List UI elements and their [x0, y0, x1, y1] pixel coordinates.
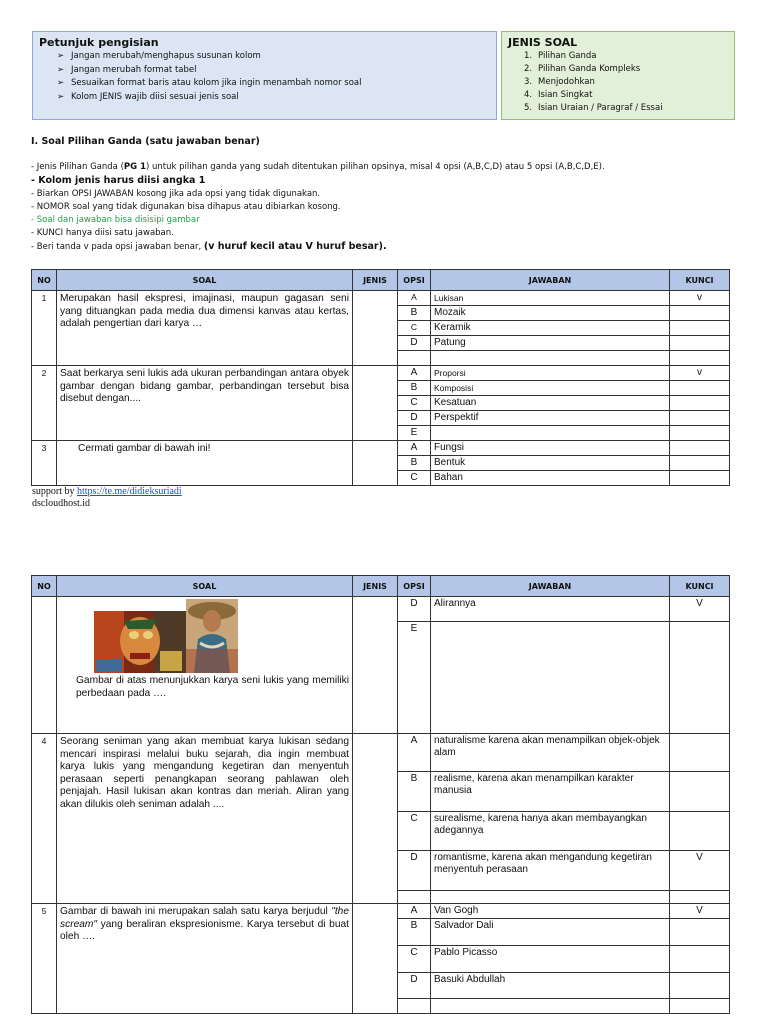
answer-key[interactable]	[670, 441, 730, 456]
col-header-jawaban: JAWABAN	[431, 576, 670, 597]
jenis-cell[interactable]	[353, 904, 398, 1014]
answer-key[interactable]	[670, 396, 730, 411]
answer-key[interactable]	[670, 336, 730, 351]
answer-text[interactable]: Lukisan	[431, 291, 670, 306]
jenis-soal-item: 1. Pilihan Ganda	[524, 51, 597, 61]
question-number: 5	[32, 904, 57, 1014]
table-row	[32, 291, 730, 306]
instructions-notes	[31, 135, 741, 255]
answer-text[interactable]	[431, 426, 670, 441]
note-line: - KUNCI hanya diisi satu jawaban.	[31, 228, 174, 239]
question-text: Merupakan hasil ekspresi, imajinasi, maupun gagasan seni yang dituangkan pada media dua dimensi kanvas atau kertas, adalah pengertian dari karya …	[57, 291, 353, 366]
option-letter	[398, 891, 431, 904]
answer-text[interactable]: Komposisi	[431, 381, 670, 396]
option-letter: C	[398, 396, 431, 411]
col-header-soal: SOAL	[57, 576, 353, 597]
table-row	[32, 734, 730, 772]
petunjuk-title: Petunjuk pengisian	[39, 36, 159, 49]
answer-key[interactable]	[670, 973, 730, 999]
arrow-icon: ➢	[57, 78, 65, 88]
petunjuk-item: ➢ Jangan merubah/menghapus susunan kolom	[57, 50, 361, 64]
question-text: Saat berkarya seni lukis ada ukuran perbandingan antara obyek gambar dengan bidang gambar, perbandingan tersebut bisa disebut dengan....	[57, 366, 353, 441]
answer-text[interactable]	[431, 622, 670, 734]
answer-key[interactable]	[670, 919, 730, 946]
answer-key[interactable]	[670, 411, 730, 426]
answer-key[interactable]	[670, 321, 730, 336]
answer-key[interactable]	[670, 306, 730, 321]
jenis-soal-item: 2. Pilihan Ganda Kompleks	[524, 64, 641, 74]
answer-key[interactable]	[670, 622, 730, 734]
question-text-5-cont: Gambar di atas menunjukkan karya seni lukis yang memiliki perbedaan pada ….	[76, 675, 349, 699]
support-link[interactable]: https://te.me/didieksuriadi	[77, 486, 182, 497]
option-letter: A	[398, 291, 431, 306]
col-header-jenis: JENIS	[353, 270, 398, 291]
answer-text[interactable]	[431, 999, 670, 1014]
petunjuk-box	[32, 31, 497, 120]
option-letter	[398, 351, 431, 366]
expressionist-painting-image	[94, 611, 186, 673]
answer-key[interactable]	[670, 999, 730, 1014]
col-header-no: NO	[32, 270, 57, 291]
question-number: 2	[32, 366, 57, 441]
answer-text[interactable]: Salvador Dali	[431, 919, 670, 946]
option-letter: D	[398, 851, 431, 891]
option-letter: C	[398, 946, 431, 973]
answer-text[interactable]: Patung	[431, 336, 670, 351]
answer-text[interactable]: Perspektif	[431, 411, 670, 426]
petunjuk-item: ➢ Jangan merubah format tabel	[57, 64, 361, 78]
answer-key[interactable]	[670, 772, 730, 812]
jenis-soal-box	[501, 31, 735, 120]
jenis-soal-list	[524, 50, 663, 115]
question-text	[57, 597, 353, 734]
answer-text[interactable]	[431, 351, 670, 366]
option-letter: B	[398, 919, 431, 946]
jenis-cell[interactable]	[353, 366, 398, 441]
answer-text[interactable]: realisme, karena akan menampilkan karakter manusia	[431, 772, 670, 812]
answer-key[interactable]	[670, 812, 730, 851]
question-text: Gambar di bawah ini merupakan salah satu karya berjudul "the scream" yang beraliran ekspresionisme. Karya tersebut di buat oleh ….	[57, 904, 353, 1014]
answer-key[interactable]	[670, 381, 730, 396]
col-header-no: NO	[32, 576, 57, 597]
answer-text[interactable]: Pablo Picasso	[431, 946, 670, 973]
answer-text[interactable]: Fungsi	[431, 441, 670, 456]
answer-key[interactable]: V	[670, 904, 730, 919]
answer-text[interactable]: Proporsi	[431, 366, 670, 381]
question-number	[32, 597, 57, 734]
answer-key[interactable]	[670, 891, 730, 904]
table-row	[32, 441, 730, 456]
answer-text[interactable]: Keramik	[431, 321, 670, 336]
option-letter: D	[398, 973, 431, 999]
support-credit: support by https://te.me/didieksuriadi dscloudhost.id	[32, 486, 182, 509]
petunjuk-item: ➢ Sesuaikan format baris atau kolom jika ingin menambah nomor soal	[57, 77, 361, 91]
section-title: I. Soal Pilihan Ganda (satu jawaban benar)	[31, 136, 260, 147]
jenis-cell[interactable]	[353, 734, 398, 904]
option-letter: B	[398, 381, 431, 396]
option-letter: A	[398, 441, 431, 456]
option-letter: D	[398, 336, 431, 351]
answer-key[interactable]	[670, 456, 730, 471]
option-letter	[398, 999, 431, 1014]
petunjuk-list	[57, 50, 361, 104]
question-number: 3	[32, 441, 57, 486]
option-letter: A	[398, 366, 431, 381]
table-row	[32, 597, 730, 622]
answer-key[interactable]: v	[670, 366, 730, 381]
table-row	[32, 366, 730, 381]
note-line: - Beri tanda v pada opsi jawaban benar, (v huruf kecil atau V huruf besar).	[31, 241, 387, 253]
option-letter: C	[398, 321, 431, 336]
option-letter: D	[398, 411, 431, 426]
note-line: - Jenis Pilihan Ganda (PG 1) untuk pilihan ganda yang sudah ditentukan pilihan opsinya, misal 4 opsi (A,B,C,D) atau 5 opsi (A,B,C,D,E).	[31, 162, 605, 173]
question-text: Seorang seniman yang akan membuat karya lukisan sedang mencari inspirasi melalui buku sejarah, dia ingin membuat karya lukis yang mengandung kegetiran dan menyentuh perasaan seperti penangkapan seorang pahlawan oleh penjajah. Hasil lukisan akan kontras dan meriah. Aliran yang akan dilukis oleh seniman adalah ....	[57, 734, 353, 904]
table-row	[32, 904, 730, 919]
answer-text[interactable]: romantisme, karena akan mengandung kegetiran menyentuh perasaan	[431, 851, 670, 891]
arrow-icon: ➢	[57, 91, 65, 102]
answer-text[interactable]: Basuki Abdullah	[431, 973, 670, 999]
option-letter: B	[398, 772, 431, 812]
option-letter: A	[398, 904, 431, 919]
note-line: - Kolom jenis harus diisi angka 1	[31, 175, 206, 187]
question-text: Cermati gambar di bawah ini!	[57, 441, 353, 486]
answer-text[interactable]	[431, 891, 670, 904]
option-letter: B	[398, 456, 431, 471]
col-header-jawaban: JAWABAN	[431, 270, 670, 291]
answer-text[interactable]: Mozaik	[431, 306, 670, 321]
note-line: - Biarkan OPSI JAWABAN kosong jika ada opsi yang tidak digunakan.	[31, 188, 321, 199]
painting-images	[60, 599, 349, 675]
option-letter: E	[398, 426, 431, 441]
col-header-soal: SOAL	[57, 270, 353, 291]
realist-painting-image	[186, 599, 238, 673]
answer-key[interactable]: V	[670, 597, 730, 622]
note-line: - NOMOR soal yang tidak digunakan bisa dihapus atau dibiarkan kosong.	[31, 201, 341, 212]
jenis-cell[interactable]	[353, 291, 398, 366]
jenis-soal-item: 4. Isian Singkat	[524, 90, 593, 100]
answer-key[interactable]	[670, 734, 730, 772]
arrow-icon: ➢	[57, 51, 65, 61]
answer-text[interactable]: naturalisme karena akan menampilkan objek-objek alam	[431, 734, 670, 772]
answer-text[interactable]: Van Gogh	[431, 904, 670, 919]
col-header-opsi: OPSI	[398, 270, 431, 291]
question-number: 4	[32, 734, 57, 904]
option-letter: C	[398, 471, 431, 486]
question-number: 1	[32, 291, 57, 366]
option-letter: B	[398, 306, 431, 321]
jenis-soal-item: 3. Menjodohkan	[524, 77, 595, 87]
arrow-icon: ➢	[57, 64, 65, 75]
question-table-2	[31, 575, 730, 1014]
answer-text[interactable]: Bahan	[431, 471, 670, 486]
answer-key[interactable]	[670, 471, 730, 486]
petunjuk-item: ➢ Kolom JENIS wajib diisi sesuai jenis soal	[57, 91, 361, 105]
answer-text[interactable]: surealisme, karena hanya akan membayangkan adegannya	[431, 812, 670, 851]
col-header-kunci: KUNCI	[670, 270, 730, 291]
jenis-cell[interactable]	[353, 597, 398, 734]
question-table-1	[31, 269, 730, 486]
option-letter: A	[398, 734, 431, 772]
col-header-opsi: OPSI	[398, 576, 431, 597]
option-letter: E	[398, 622, 431, 734]
support-domain: dscloudhost.id	[32, 498, 91, 509]
answer-text[interactable]: Kesatuan	[431, 396, 670, 411]
note-line: - Soal dan jawaban bisa disisipi gambar	[31, 215, 200, 226]
jenis-cell[interactable]	[353, 441, 398, 486]
col-header-kunci: KUNCI	[670, 576, 730, 597]
answer-key[interactable]: V	[670, 851, 730, 891]
option-letter: C	[398, 812, 431, 851]
answer-key[interactable]: v	[670, 291, 730, 306]
option-letter: D	[398, 597, 431, 622]
answer-key[interactable]	[670, 946, 730, 973]
answer-text[interactable]: Alirannya	[431, 597, 670, 622]
jenis-soal-item: 5. Isian Uraian / Paragraf / Essai	[524, 103, 663, 113]
answer-key[interactable]	[670, 351, 730, 366]
answer-key[interactable]	[670, 426, 730, 441]
col-header-jenis: JENIS	[353, 576, 398, 597]
answer-text[interactable]: Bentuk	[431, 456, 670, 471]
jenis-soal-title: JENIS SOAL	[508, 36, 578, 49]
